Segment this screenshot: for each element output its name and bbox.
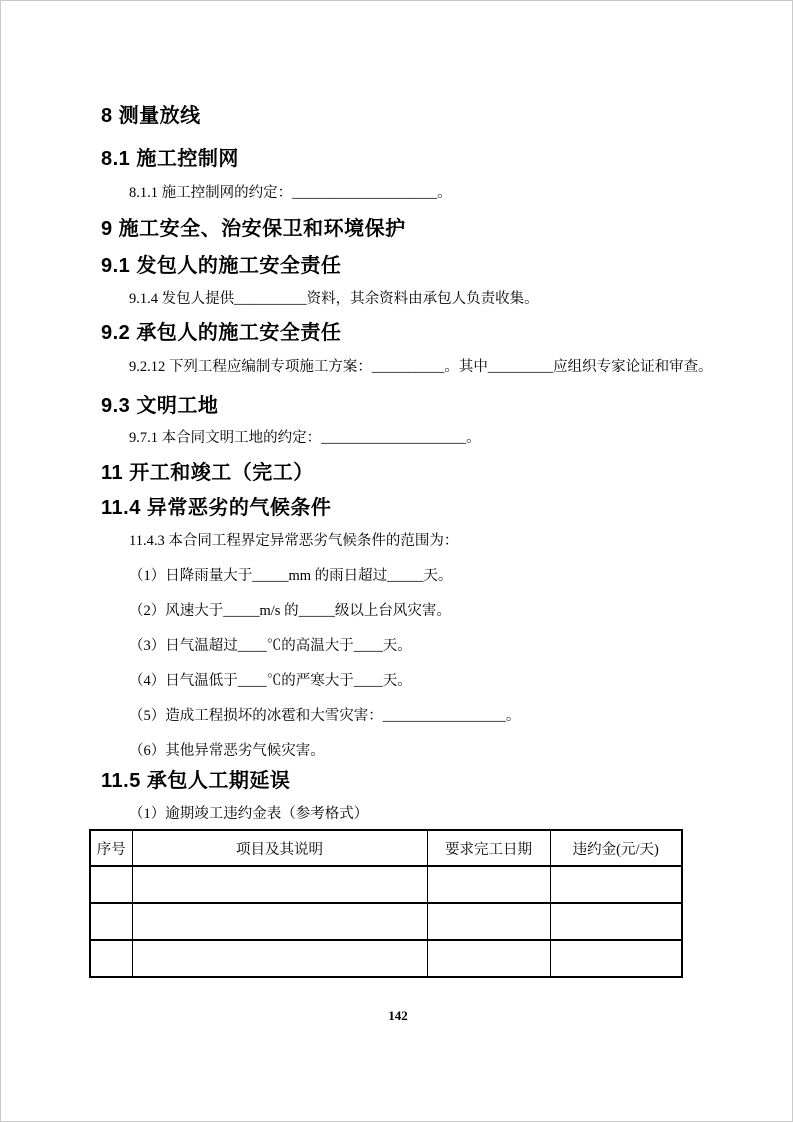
table-header-cell-fine: 违约金(元/天) bbox=[550, 830, 682, 866]
clause-9-1-4: 9.1.4 发包人提供__________资料，其余资料由承包人负责收集。 bbox=[129, 291, 539, 307]
table-cell bbox=[132, 866, 427, 903]
list-item-2: （2）风速大于_____m/s 的_____级以上台风灾害。 bbox=[129, 603, 451, 619]
list-item-4: （4）日气温低于____℃的严寒大于____天。 bbox=[129, 673, 412, 689]
table-row bbox=[90, 903, 682, 940]
document-content bbox=[1, 1, 792, 1024]
page-number: 142 bbox=[388, 1008, 408, 1023]
clause-9-7-1: 9.7.1 本合同文明工地的约定：____________________。 bbox=[129, 430, 481, 446]
list-item-6: （6）其他异常恶劣气候灾害。 bbox=[129, 743, 325, 759]
clause-9-2-12: 9.2.12 下列工程应编制专项施工方案：__________。其中_________应组织专家论证和审查。 bbox=[129, 359, 713, 375]
clause-8-1-1: 8.1.1 施工控制网的约定：____________________。 bbox=[129, 185, 452, 201]
subsection-heading-11-5: 11.5 承包人工期延误 bbox=[101, 770, 291, 792]
section-heading-11: 11 开工和竣工（完工） bbox=[101, 462, 314, 484]
table-cell bbox=[132, 903, 427, 940]
table-cell bbox=[90, 866, 132, 903]
subsection-heading-9-1: 9.1 发包人的施工安全责任 bbox=[101, 255, 342, 277]
list-item-3: （3）日气温超过____℃的高温大于____天。 bbox=[129, 638, 412, 654]
section-heading-8: 8 测量放线 bbox=[101, 105, 201, 127]
table-header-cell-date: 要求完工日期 bbox=[427, 830, 550, 866]
section-heading-9: 9 施工安全、治安保卫和环境保护 bbox=[101, 218, 406, 240]
table-cell bbox=[427, 866, 550, 903]
table-cell bbox=[427, 903, 550, 940]
list-item-1: （1）日降雨量大于_____mm 的雨日超过_____天。 bbox=[129, 568, 453, 584]
table-cell bbox=[550, 940, 682, 977]
table-header-cell-no: 序号 bbox=[90, 830, 132, 866]
table-header-row bbox=[90, 830, 682, 866]
table-row bbox=[90, 866, 682, 903]
table-row bbox=[90, 940, 682, 977]
table-cell bbox=[427, 940, 550, 977]
table-caption: （1）逾期竣工违约金表（参考格式） bbox=[129, 806, 369, 822]
table-cell bbox=[90, 903, 132, 940]
table-cell bbox=[550, 866, 682, 903]
subsection-heading-9-3: 9.3 文明工地 bbox=[101, 395, 219, 417]
table-cell bbox=[550, 903, 682, 940]
subsection-heading-9-2: 9.2 承包人的施工安全责任 bbox=[101, 322, 342, 344]
subsection-heading-8-1: 8.1 施工控制网 bbox=[101, 148, 239, 170]
clause-11-4-3: 11.4.3 本合同工程界定异常恶劣气候条件的范围为： bbox=[129, 533, 459, 549]
penalty-table bbox=[89, 829, 683, 978]
table-header-cell-item: 项目及其说明 bbox=[132, 830, 427, 866]
subsection-heading-11-4: 11.4 异常恶劣的气候条件 bbox=[101, 497, 332, 519]
table-cell bbox=[132, 940, 427, 977]
table-cell bbox=[90, 940, 132, 977]
list-item-5: （5）造成工程损坏的冰雹和大雪灾害：_________________。 bbox=[129, 708, 521, 724]
